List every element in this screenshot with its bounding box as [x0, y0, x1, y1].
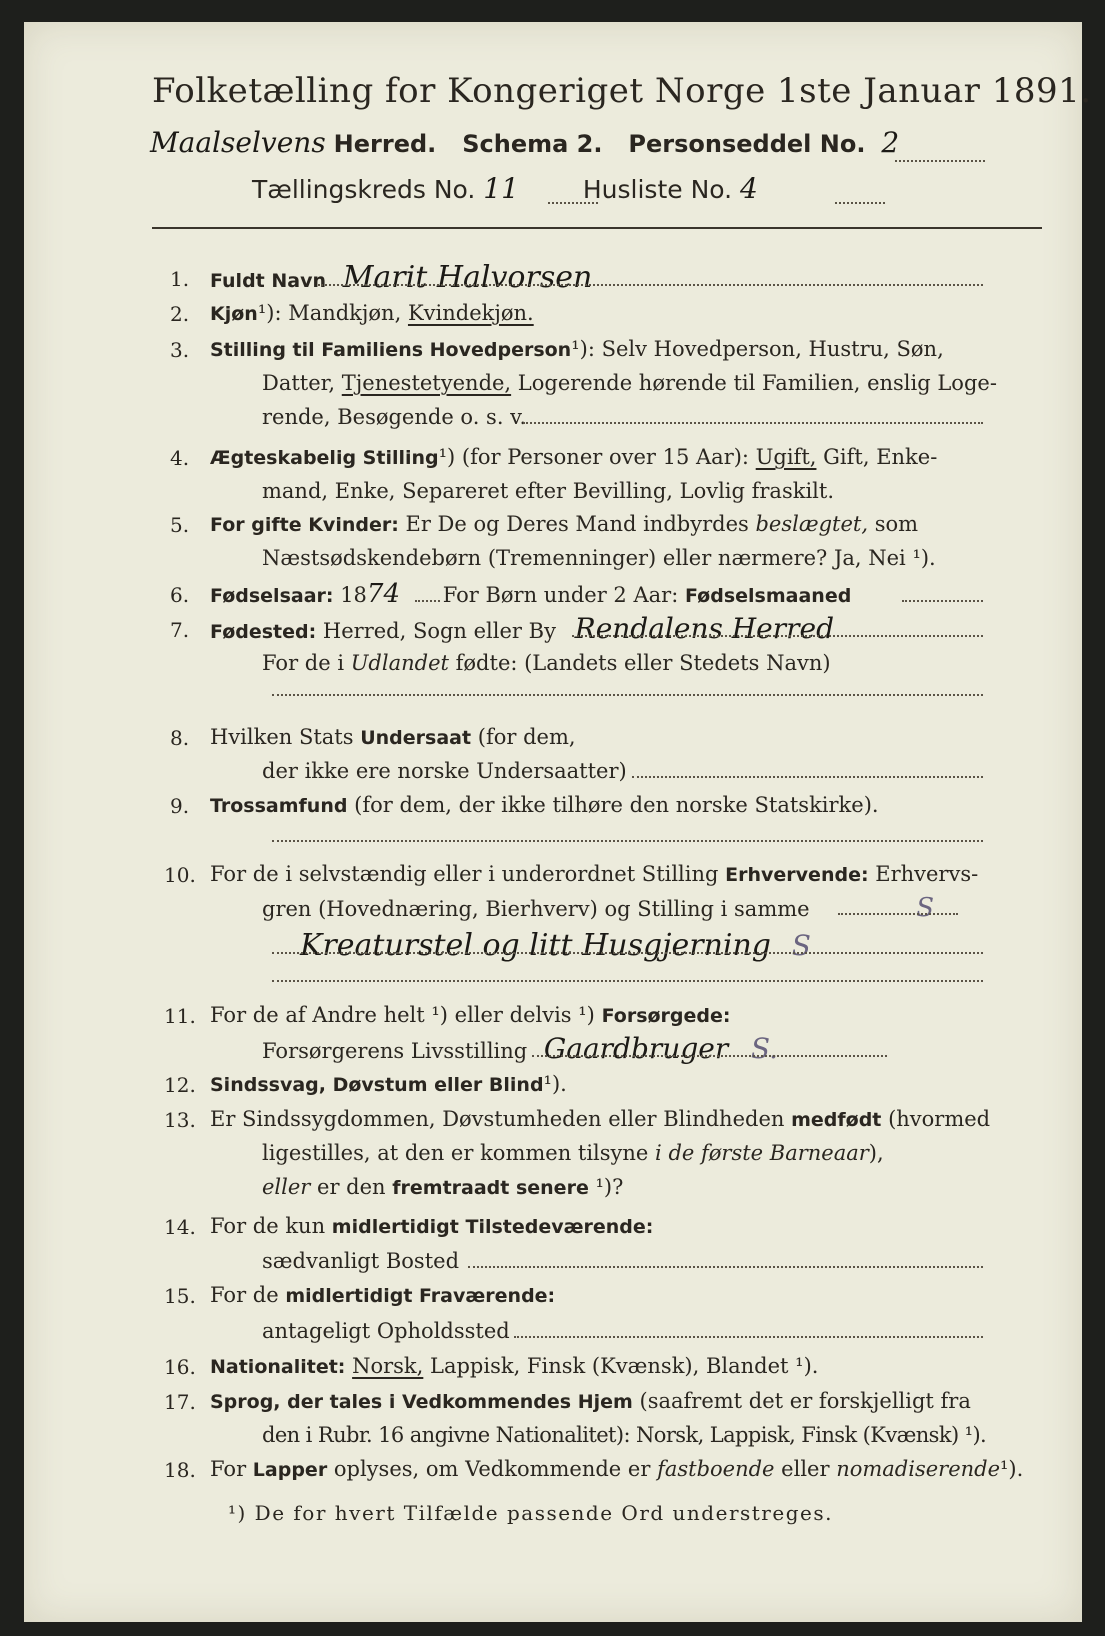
birth-year-dots: [415, 600, 440, 602]
row-15-dots: [514, 1336, 983, 1338]
row-1-label: Fuldt Navn: [210, 270, 327, 292]
row-18-text-italic-1: fastboende: [657, 1457, 775, 1481]
row-8-number: 8.: [170, 726, 190, 750]
header-line-2: [252, 172, 758, 205]
row-14-number: 14.: [164, 1215, 196, 1239]
row-10-line-1: [210, 861, 978, 888]
personseddel-dots: [895, 160, 985, 162]
row-13-label: medfødt: [791, 1109, 882, 1131]
row-11-mark: S.: [750, 1032, 778, 1065]
row-8-dots: [632, 776, 983, 778]
row-12-text: ¹).: [543, 1072, 567, 1096]
row-5-line-2: Næstsødskendebørn (Tremenninger) eller nærmere? Ja, Nei ¹).: [262, 546, 936, 570]
row-3-number: 3.: [170, 338, 190, 362]
row-11-label: Forsørgede:: [601, 1005, 731, 1027]
schema-label: Schema 2.: [462, 130, 603, 158]
row-2-selected: Kvindekjøn.: [407, 301, 534, 325]
birth-year-value: 74: [366, 579, 401, 609]
row-4-line-2: mand, Enke, Separeret efter Bevilling, Lovlig fraskilt.: [262, 479, 835, 503]
row-10-mark-1: S: [916, 893, 935, 923]
row-18-text-1a: For: [210, 1457, 247, 1481]
row-8-line-1: [210, 724, 576, 751]
row-13-text-3i: eller: [262, 1175, 311, 1199]
row-15-line-1: [210, 1282, 555, 1309]
row-4-number: 4.: [170, 446, 190, 470]
header-line-1: [150, 126, 900, 159]
row-18: [210, 1456, 1023, 1483]
husliste-value: 4: [740, 172, 758, 205]
row-12: [210, 1071, 567, 1098]
husliste-label: Husliste No.: [582, 175, 733, 204]
kreds-dots: [548, 202, 598, 204]
row-6-number: 6.: [170, 583, 190, 607]
row-11-dots: [532, 1055, 887, 1057]
row-16-number: 16.: [164, 1355, 196, 1379]
row-10-text-1a: For de i selvstændig eller i underordnet Stilling: [210, 862, 719, 886]
row-13-line-2: [262, 1140, 884, 1166]
row-10-dots-2: [272, 952, 983, 954]
row-15-text-1a: For de: [210, 1283, 279, 1307]
row-3-selected: Tjenestetyende,: [341, 371, 512, 395]
row-8-line-2: der ikke ere norske Undersaatter): [262, 759, 627, 783]
row-4-line-1: [210, 444, 937, 471]
row-11-text-1a: For de af Andre helt ¹) eller delvis ¹): [210, 1003, 595, 1027]
row-7-number: 7.: [170, 618, 190, 642]
row-16-selected: Norsk,: [352, 1354, 424, 1378]
row-17-line-2: den i Rubr. 16 angivne Nationalitet): Norsk, Lappisk, Finsk (Kvænsk) ¹).: [262, 1423, 987, 1447]
row-10-label: Erhvervende:: [725, 864, 869, 886]
row-7-text-italic: Udlandet: [350, 651, 449, 675]
row-2: [210, 300, 534, 327]
row-5-text-1b: som: [874, 512, 919, 536]
row-18-text-1d: ¹).: [1000, 1457, 1024, 1481]
row-7-text-2a: For de i: [262, 651, 345, 675]
row-7-dots: [572, 635, 983, 637]
row-17-line-1: [210, 1388, 971, 1415]
row-2-label: Kjøn: [210, 303, 258, 325]
occupation-value: Kreaturstel og litt Husgjerning: [300, 928, 772, 963]
row-14-dots: [468, 1266, 983, 1268]
row-11-line-2: [262, 1032, 778, 1065]
row-10-text-2: gren (Hovednæring, Bierhverv) og Stilling i samme: [262, 897, 810, 921]
row-13-line-1: [210, 1106, 990, 1133]
row-7-label: Fødested:: [210, 621, 317, 643]
kreds-label: Tællingskreds No.: [252, 175, 476, 204]
row-1-number: 1.: [170, 267, 190, 291]
row-9-label: Trossamfund: [210, 795, 348, 817]
row-14-line-2: sædvanligt Bosted: [262, 1249, 460, 1273]
row-10-dots-3: [272, 980, 983, 982]
row-13-text-2a: ligestilles, at den er kommen tilsyne: [262, 1141, 649, 1165]
row-5-line-1: [210, 511, 918, 538]
row-9-dots: [272, 840, 983, 842]
row-10-number: 10.: [164, 863, 196, 887]
husliste-dots: [835, 202, 885, 204]
row-5-label: For gifte Kvinder:: [210, 514, 399, 536]
row-3-label: Stilling til Familiens Hovedperson: [210, 339, 572, 361]
row-17-text-1: (saafremt det er forskjelligt fra: [639, 1389, 971, 1413]
row-3-text-2a: Datter,: [262, 371, 336, 395]
row-4-text-1a: ¹) (for Personer over 15 Aar):: [438, 445, 750, 469]
row-2-number: 2.: [170, 302, 190, 326]
row-11-text-2: Forsørgerens Livsstilling: [262, 1039, 528, 1063]
row-3-text-1: ¹): Selv Hovedperson, Hustru, Søn,: [571, 337, 944, 361]
row-4-selected: Ugift,: [755, 445, 817, 469]
herred-value: Maalselvens: [150, 126, 326, 159]
row-14-label: midlertidigt Tilstedeværende:: [331, 1216, 654, 1238]
row-18-text-italic-2: nomadiserende: [836, 1457, 1001, 1481]
row-18-label: Lapper: [252, 1459, 328, 1481]
row-15-label: midlertidigt Fraværende:: [285, 1285, 556, 1307]
row-8-label: Undersaat: [360, 727, 472, 749]
row-12-label: Sindssvag, Døvstum eller Blind: [210, 1074, 544, 1096]
birthplace-value: Rendalens Herred: [574, 612, 835, 645]
row-13-line-3: [262, 1174, 623, 1201]
row-14-line-1: [210, 1213, 653, 1240]
row-4-label: Ægteskabelig Stilling: [210, 447, 439, 469]
row-16-text: Lappisk, Finsk (Kvænsk), Blandet ¹).: [430, 1354, 819, 1378]
row-13-text-3b: ¹)?: [595, 1175, 624, 1199]
row-15-number: 15.: [164, 1284, 196, 1308]
birth-year-prefix: 18: [340, 583, 367, 607]
row-10-dots-1: [838, 913, 958, 915]
row-12-number: 12.: [164, 1073, 196, 1097]
row-9: [210, 792, 879, 819]
row-17-label: Sprog, der tales i Vedkommendes Hjem: [210, 1391, 633, 1413]
row-16-label: Nationalitet:: [210, 1356, 346, 1378]
row-13-text-3a: er den: [317, 1175, 386, 1199]
row-15-line-2: antageligt Opholdssted: [262, 1319, 510, 1343]
row-8-text-1b: (for dem,: [477, 725, 576, 749]
herred-label: Herred.: [333, 130, 437, 158]
birth-month-dots: [902, 600, 983, 602]
row-10-text-1b: Erhvervs-: [875, 862, 979, 886]
row-3-text-2b: Logerende hørende til Familien, enslig Loge-: [517, 371, 997, 395]
row-7-dots-2: [272, 694, 983, 696]
row-3-line-3: rende, Besøgende o. s. v.: [262, 405, 527, 429]
row-13-number: 13.: [164, 1108, 196, 1132]
row-14-text-1a: For de kun: [210, 1214, 326, 1238]
provider-occupation-value: Gaardbruger: [543, 1032, 729, 1065]
row-7-line-2: [262, 650, 831, 676]
row-6-label-2: Fødselsmaaned: [684, 585, 852, 607]
full-name-value: Marit Halvorsen: [342, 260, 593, 295]
row-3-dots: [523, 422, 983, 424]
row-3-line-2: [262, 370, 997, 396]
row-9-number: 9.: [170, 794, 190, 818]
row-13-text-italic: i de første Barneaar: [655, 1141, 869, 1165]
row-5-text-italic: beslægtet,: [755, 512, 868, 536]
row-5-text-1a: Er De og Deres Mand indbyrdes: [405, 512, 749, 536]
row-7-text-1: Herred, Sogn eller By: [322, 619, 556, 643]
row-17-number: 17.: [164, 1390, 196, 1414]
row-2-options: ¹): Mandkjøn,: [257, 301, 402, 325]
row-10-mark-2: S: [791, 929, 811, 962]
header-rule: [152, 227, 1042, 229]
row-8-text-1a: Hvilken Stats: [210, 725, 354, 749]
row-10-line-3: [300, 928, 811, 963]
kreds-value: 11: [483, 172, 519, 205]
row-13-text-1b: (hvormed: [888, 1107, 991, 1131]
row-6: [210, 581, 851, 609]
row-6-text: For Børn under 2 Aar:: [442, 583, 679, 607]
footnote: ¹) De for hvert Tilfælde passende Ord understreges.: [228, 1501, 833, 1525]
row-18-number: 18.: [164, 1458, 196, 1482]
row-5-number: 5.: [170, 513, 190, 537]
personseddel-label: Personseddel No.: [628, 130, 866, 158]
row-6-label: Fødselsaar:: [210, 585, 334, 607]
row-13-text-2b: ),: [868, 1141, 884, 1165]
row-7-text-2b: fødte: (Landets eller Stedets Navn): [455, 651, 831, 675]
row-13-text-1a: Er Sindssygdommen, Døvstumheden eller Blindheden: [210, 1107, 785, 1131]
row-4-text-1b: Gift, Enke-: [823, 445, 938, 469]
row-13-label-2: fremtraadt senere: [392, 1177, 589, 1199]
row-18-text-1c: eller: [781, 1457, 830, 1481]
row-1-dots: [318, 284, 983, 286]
row-11-number: 11.: [164, 1004, 196, 1028]
row-1: [210, 260, 593, 295]
row-16: [210, 1353, 818, 1380]
form-title: Folketælling for Kongeriget Norge 1ste Januar 1891.: [152, 71, 1092, 111]
row-3-line-1: [210, 336, 944, 363]
row-9-text: (for dem, der ikke tilhøre den norske Statskirke).: [354, 793, 879, 817]
row-18-text-1b: oplyses, om Vedkommende er: [333, 1457, 651, 1481]
personseddel-value: 2: [881, 126, 900, 159]
row-11-line-1: [210, 1002, 731, 1029]
row-10-line-2: [262, 895, 934, 922]
row-7-line-1: [210, 612, 835, 645]
